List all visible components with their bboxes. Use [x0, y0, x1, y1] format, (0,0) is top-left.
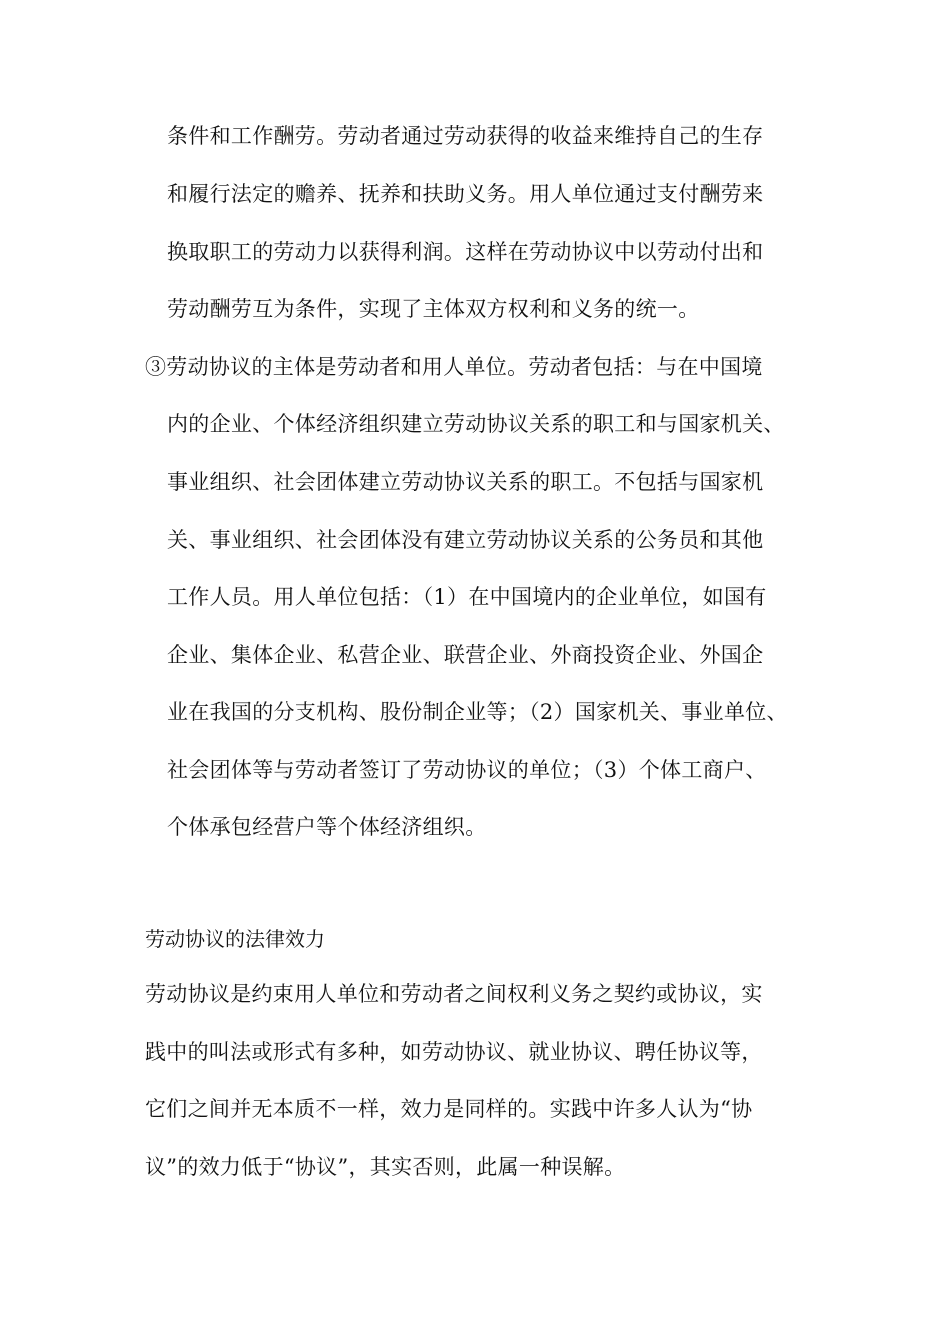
section-heading: 劳动协议的法律效力: [145, 927, 325, 951]
paragraph-line: 换取职工的劳动力以获得利润。这样在劳动协议中以劳动付出和: [167, 240, 764, 264]
paragraph-line: 关、事业组织、社会团体没有建立劳动协议关系的公务员和其他: [167, 528, 764, 552]
paragraph-line: 议”的效力低于“协议”，其实否则，此属一种误解。: [145, 1155, 626, 1179]
paragraph-line: 条件和工作酬劳。劳动者通过劳动获得的收益来维持自己的生存: [167, 124, 764, 148]
paragraph-line: 企业、集体企业、私营企业、联营企业、外商投资企业、外国企: [167, 643, 764, 667]
paragraph-line: 内的企业、个体经济组织建立劳动协议关系的职工和与国家机关、: [167, 412, 785, 436]
paragraph-line: 个体承包经营户等个体经济组织。: [167, 815, 487, 839]
paragraph-line: 劳动协议是约束用人单位和劳动者之间权利义务之契约或协议，实: [145, 982, 763, 1006]
paragraph-line: 工作人员。用人单位包括：（1）在中国境内的企业单位，如国有: [167, 585, 767, 609]
paragraph-line: 它们之间并无本质不一样，效力是同样的。实践中许多人认为“协: [145, 1097, 753, 1121]
paragraph-line: 社会团体等与劳动者签订了劳动协议的单位；（3）个体工商户、: [167, 758, 767, 782]
paragraph-line-numbered: ③劳动协议的主体是劳动者和用人单位。劳动者包括：与在中国境: [145, 355, 763, 379]
paragraph-line: 事业组织、社会团体建立劳动协议关系的职工。不包括与国家机: [167, 470, 764, 494]
paragraph-line: 和履行法定的赡养、抚养和扶助义务。用人单位通过支付酬劳来: [167, 182, 764, 206]
paragraph-line: 劳动酬劳互为条件，实现了主体双方权利和义务的统一。: [167, 297, 700, 321]
paragraph-line: 业在我国的分支机构、股份制企业等；（2）国家机关、事业单位、: [167, 700, 788, 724]
paragraph-line: 践中的叫法或形式有多种，如劳动协议、就业协议、聘任协议等，: [145, 1040, 763, 1064]
